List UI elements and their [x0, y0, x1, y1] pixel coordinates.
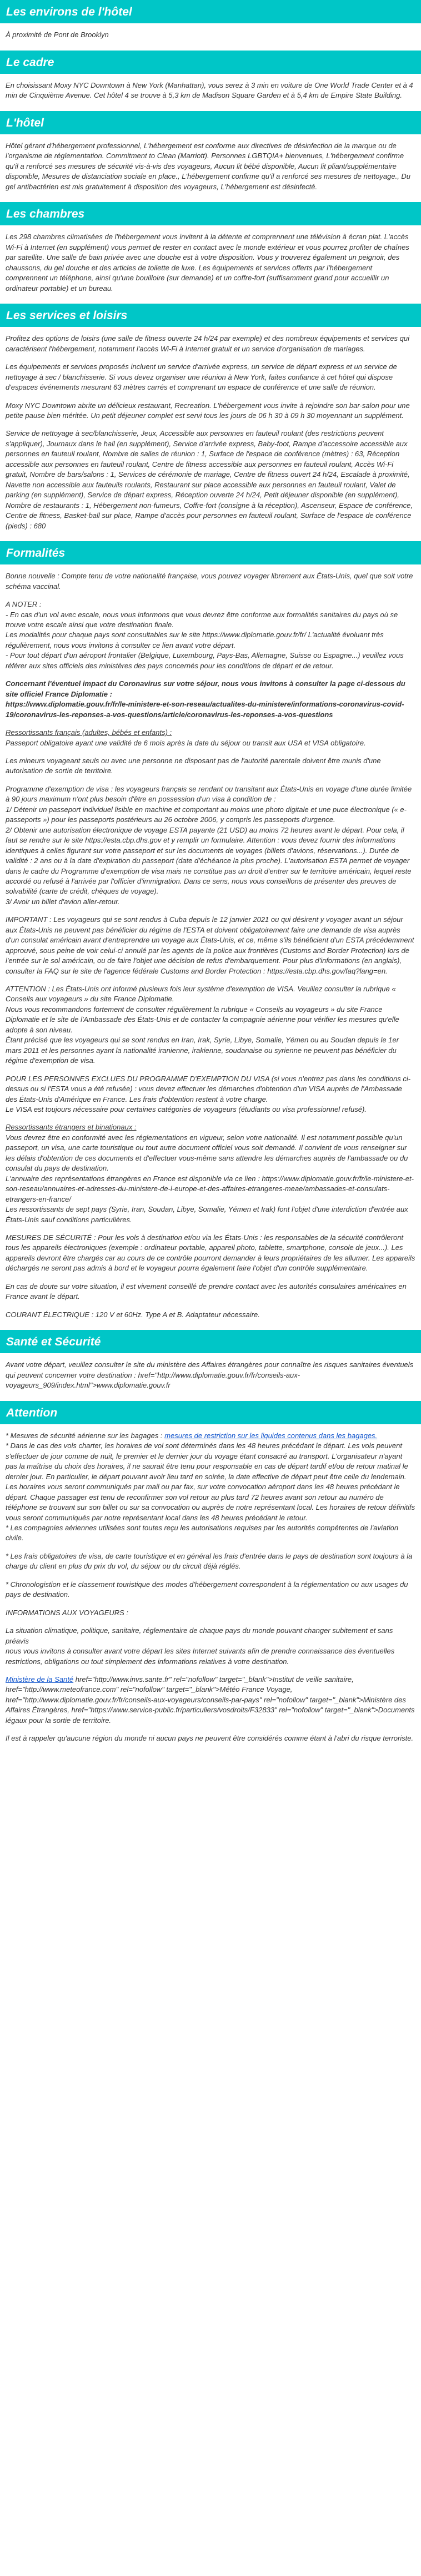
paragraph: Service de nettoyage à sec/blanchisserie, Jeux, Accessible aux personnes en fauteuil roulant (des restrictions peuvent s'appliquer), Journaux dans le hall (en supplément), Service d'arrivée express, Baby-foot, Rampe d'accessoire accessible aux personnes en fauteuil roulant, Nombre de salles de réunion : 1, Surface de l'espace de conférence (mètres) : 63, Réception accessible aux personnes en fauteuil roulant, Centre de fitness accessible aux personnes en fauteuil roulant, Accès Wi-Fi gratuit, Nombre de bars/salons : 1, Services de cérémonie de mariage, Centre de fitness ouvert 24 h/24, Escalade à proximité, Navette non accessible aux fauteuils roulants, Restaurant sur place accessible aux personnes en fauteuil roulant, Valet de parking (en supplément), Service de départ express, Réception ouverte 24 h/24, Petit déjeuner disponible (en supplément), Nombre de restaurants : 1, Hébergement non-fumeurs, Coffre-fort (consigne à la réception), Ascenseur, Espace de conférence, Centre de fitness, Basket-ball sur place, Rampe d'accès pour personnes en fauteuil roulant, Surface de l'espace de conférence (pieds) : 680	[6, 429, 415, 530]
underlined-heading: Ressortissants étrangers et binationaux :	[6, 1123, 137, 1132]
paragraph: Profitez des options de loisirs (une salle de fitness ouverte 24 h/24 par exemple) et des nombreux équipements et services qui caractérisent l'hébergement, notamment l'accès Wi-Fi à Internet gratuit et un service d'organisation de mariages.	[6, 334, 412, 353]
paragraph: Il est à rappeler qu'aucune région du monde ni aucun pays ne peuvent être considérés comme étant à l'abri du risque terroriste.	[6, 1734, 414, 1743]
section-body	[0, 232, 421, 294]
section-6	[0, 1330, 421, 1391]
section-body	[0, 334, 421, 531]
section-body	[0, 30, 421, 40]
section-title: Les environs de l'hôtel	[0, 0, 421, 23]
paragraph: INFORMATIONS AUX VOYAGEURS :	[6, 1608, 129, 1617]
section-title: Formalités	[0, 541, 421, 564]
section-body	[0, 571, 421, 1320]
paragraph: Les 298 chambres climatisées de l'hébergement vous invitent à la détente et comprennent une télévision à écran plat. L'accès Wi-Fi à Internet (en supplément) vous permet de rester en contact avec le monde extérieur et vous pourrez profiter de chaînes par satellite. Une salle de bain privée avec une douche est à votre disposition. Vous y trouverez également un peignoir, des chaussons, du gel douche et des articles de toilette de luxe. Les équipements et services offerts par l'hébergement comprennent un téléphone, ainsi qu'une bouilloire (sur demande) et un coffre-fort (suffisamment grand pour accueillir un ordinateur portable) et un bureau.	[6, 233, 412, 293]
paragraph: Concernant l'éventuel impact du Coronavirus sur votre séjour, nous vous invitons à consulter la page ci-dessous du site officiel France Diplomatie : https://www.diplomatie.gouv.fr/fr/le-ministere-et-son-reseau/actualites-du-ministere/informations-coronavirus-covid-19/coronavirus-les-reponses-a-vos-questions/article/coronavirus-les-reponses-a-vos-questions	[6, 679, 405, 719]
underlined-heading: Ressortissants français (adultes, bébés et enfants) :	[6, 728, 172, 737]
text-link[interactable]: Ministère de la Santé	[6, 1675, 74, 1683]
paragraph: A NOTER : - En cas d'un vol avec escale, nous vous informons que vous devrez être conforme aux formalités sanitaires du pays où se trouve votre escale ainsi que votre destination finale. Les modalités pour chaque pays sont consultables sur le site https://www.diplomatie.gouv.fr/fr/ L'actualité évoluant très régulièrement, nous vous invitons à consulter ce lien avant votre départ. - Pour tout départ d'un aéroport frontalier (Belgique, Luxembourg, Pays-Bas, Allemagne, Suisse ou Espagne...) veuillez vous référer aux sites officiels des ministères des pays concernés pour les conditions de départ et de retour.	[6, 600, 404, 670]
paragraph: Les mineurs voyageant seuls ou avec une personne ne disposant pas de l'autorité parentale doivent être munis d'une autorisation de sortie de territoire.	[6, 756, 383, 775]
paragraph: Moxy NYC Downtown abrite un délicieux restaurant, Recreation. L'hébergement vous invite à rejoindre son bar-salon pour une petite pause bien méritée. Un petit déjeuner complet est servi tous les jours de 06 h 30 à 09 h 30 moyennant un supplément.	[6, 401, 412, 420]
paragraph: Ministère de la Santé href="http://www.invs.sante.fr" rel="nofollow" target="_blank">Institut de veille sanitaire, href="http://www.meteofrance.com" rel="nofollow" target="_blank">Météo France Voyage, href="http://www.diplomatie.gouv.fr/fr/conseils-aux-voyageurs/conseils-par-pays" rel="nofollow" target="_blank">Ministère des Affaires Étrangères, href="https://www.service-public.fr/particuliers/vosdroits/F32833" rel="nofollow" target="_blank">Documents légaux pour la sortie de territoire.	[6, 1675, 417, 1725]
paragraph: Ressortissants étrangers et binationaux : Vous devrez être en conformité avec les réglementations en vigueur, selon votre nationalité. Il est notamment possible qu'un passeport, un visa, une carte touristique ou tout autre document officiel vous soit demandé. Il convient de vous renseigner sur les délais d'obtention de ces documents et d'effectuer vous-même sans attendre les démarches auprès de l'ambassade ou du consulat du pays de destination. L'annuaire des représentations étrangères en France est disponible via ce lien : https://www.diplomatie.gouv.fr/fr/le-ministere-et-son-reseau/annuaires-et-adresses-du-ministere-de-l-europe-et-des-affaires-etrangeres-meae/ambassades-et-consulats-etrangers-en-france/ Les ressortissants de sept pays (Syrie, Iran, Soudan, Libye, Somalie, Yémen et Irak) font l'objet d'une interdiction d'entrée aux États-Unis sauf conditions particulières.	[6, 1123, 414, 1224]
paragraph: Les équipements et services proposés incluent un service d'arrivée express, un service de départ express et un service de nettoyage à sec / blanchisserie. Si vous devez organiser une réunion à New York, faites confiance à cet hôtel qui dispose d'espaces événements mesurant 63 mètres carrés et comprenant un espace de conférence et une salle de réunion.	[6, 362, 399, 392]
paragraph: Bonne nouvelle : Compte tenu de votre nationalité française, vous pouvez voyager librement aux États-Unis, quel que soit votre schéma vaccinal.	[6, 572, 415, 591]
paragraph: Programme d'exemption de visa : les voyageurs français se rendant ou transitant aux États-Unis en voyage d'une durée limitée à 90 jours maximum n'ont plus besoin d'être en possession d'un visa à condition de : 1/ Détenir un passeport individuel lisible en machine et comportant au moins une photo digitale et une puce électronique (« e-passeports ») pour les passeports postérieurs au 26 octobre 2006, y compris les passeports d'urgence. 2/ Obtenir une autorisation électronique de voyage ESTA payante (21 USD) au moins 72 heures avant le départ. Pour cela, il faut se rendre sur le site https://esta.cbp.dhs.gov et y remplir un formulaire. Attention : vous devez fournir des informations identiques à celles figurant sur votre passeport et sur les documents de voyages (billets d'avions, réservations...). Durée de validité : 2 ans ou à la date d'expiration du passeport (date d'échéance la plus proche). L'autorisation ESTA permet de voyager dans le cadre du Programme d'exemption de visa mais ne constitue pas un droit d'entrer sur le territoire américain, lequel reste accordé ou refusé à l'arrivée par l'officier d'immigration. Dans ce sens, nous vous conseillons de présenter des preuves de solvabilité (carte de crédit, chèques de voyage). 3/ Avoir un billet d'avion aller-retour.	[6, 784, 412, 906]
paragraph: Avant votre départ, veuillez consulter le site du ministère des Affaires étrangères pour connaître les risques sanitaires éventuels qui peuvent concerner votre destination : href="http://www.diplomatie.gouv.fr/fr/conseils-aux-voyageurs_909/index.html">www.diplomatie.gouv.fr	[6, 1360, 415, 1390]
paragraph: * Les frais obligatoires de visa, de carte touristique et en général les frais d'entrée dans le pays de destination sont toujours à la charge du client en plus du prix du vol, du séjour ou du circuit déjà réglés.	[6, 1551, 414, 1571]
section-title: Santé et Sécurité	[0, 1330, 421, 1353]
paragraph: * Chronologistion et le classement touristique des modes d'hébergement correspondent à la réglementation ou aux usages du pays de destination.	[6, 1580, 410, 1599]
paragraph: MESURES DE SÉCURITÉ : Pour les vols à destination et/ou via les États-Unis : les responsables de la sécurité contrôleront tous les appareils électroniques (exemple : ordinateur portable, appareil photo, tablette, smartphone, console de jeux...). Les appareils devront être chargés car au cours de ce contrôle pourront demander à leurs propriétaires de les allumer. Les appareils déchargés ne seront pas admis à bord et le voyageur pourra également faire l'objet d'un contrôle supplémentaire.	[6, 1233, 417, 1273]
paragraph: À proximité de Pont de Brooklyn	[6, 31, 109, 39]
paragraph: COURANT ÉLECTRIQUE : 120 V et 60Hz. Type A et B. Adaptateur nécessaire.	[6, 1310, 260, 1319]
paragraph: Hôtel gérant d'hébergement professionnel, L'hébergement est conforme aux directives de désinfection de la marque ou de l'organisme de réglementation. Commitment to Clean (Marriott). Personnes LGBTQIA+ bienvenues, L'hébergement confirme qu'il a renforcé ses mesures de sécurité vis-à-vis des voyageurs, Aucun lit bébé disponible, Aucun lit pliant/supplémentaire disponible, Mesures de distanciation sociale en place., L'hébergement confirme qu'il a renforcé ses mesures de nettoyage., Du gel antibactérien est mis gratuitement à disposition des voyageurs, L'hébergement est désinfecté.	[6, 141, 413, 191]
section-1	[0, 51, 421, 101]
section-title: Le cadre	[0, 51, 421, 74]
section-body	[0, 1431, 421, 1744]
section-3	[0, 202, 421, 294]
section-4	[0, 304, 421, 531]
section-title: Les chambres	[0, 202, 421, 225]
paragraph: En choisissant Moxy NYC Downtown à New York (Manhattan), vous serez à 3 min en voiture de One World Trade Center et à 4 min de Cinquième Avenue. Cet hôtel 4 se trouve à 5,3 km de Madison Square Garden et à 5,4 km de Empire State Building.	[6, 80, 415, 100]
paragraph: * Mesures de sécurité aérienne sur les bagages : mesures de restriction sur les liquides contenus dans les bagages. * Dans le cas des vols charter, les horaires de vol sont déterminés dans les 48 heures précédant le départ. Les vols peuvent s'effectuer de jour comme de nuit, le premier et le dernier jour du voyage étant consacré au transport. L'organisateur n'ayant pas la maîtrise du choix des horaires, il ne saurait être tenu pour responsable en cas de départ tardif et/ou de retour matinal le dernier jour. En particulier, le départ pouvant avoir lieu tard en soirée, la date effective de départ peut être celle du lendemain. Les horaires vous seront communiqués par mail ou par fax, sur votre convocation aéroport dans les 48 heures précédant le départ. Chaque passager est tenu de reconfirmer son vol retour au plus tard 72 heures avant son retour au numéro de téléphone se trouvant sur son billet ou sur sa convocation ou auprès de notre représentant local. Les horaires de retour définitifs vous seront communiqués par notre représentant local dans les 48 heures précédant le retour. * Les compagnies aériennes utilisées sont toutes reçu les autorisations requises par les autorités compétentes de l'aviation civile.	[6, 1431, 415, 1542]
section-title: Les services et loisirs	[0, 304, 421, 327]
paragraph: En cas de doute sur votre situation, il est vivement conseillé de prendre contact avec les autorités consulaires américaines en France avant le départ.	[6, 1282, 409, 1301]
paragraph: POUR LES PERSONNES EXCLUES DU PROGRAMME D'EXEMPTION DU VISA (si vous n'entrez pas dans les conditions ci-dessus ou si l'ESTA vous a été refusée) : vous devez effectuer les démarches d'obtention d'un VISA auprès de l'Ambassade des États-Unis d'Amérique en France. Les frais d'obtention restent à votre charge. Le VISA est toujours nécessaire pour certaines catégories de voyageurs (étudiants ou visa professionnel refusé).	[6, 1074, 411, 1114]
section-body	[0, 141, 421, 192]
section-7	[0, 1401, 421, 1744]
paragraph: Ressortissants français (adultes, bébés et enfants) : Passeport obligatoire ayant une validité de 6 mois après la date du séjour ou transit aux USA et VISA obligatoire.	[6, 728, 366, 747]
text-link[interactable]: mesures de restriction sur les liquides contenus dans les bagages.	[164, 1431, 378, 1440]
section-title: Attention	[0, 1401, 421, 1424]
paragraph: IMPORTANT : Les voyageurs qui se sont rendus à Cuba depuis le 12 janvier 2021 ou qui désirent y voyager avant un séjour aux États-Unis ne peuvent pas bénéficier du régime de l'ESTA et doivent obligatoirement faire une demande de visa auprès d'un consulat américain avant d'entreprendre un voyage aux États-Unis, et ce, même s'ils bénéficient d'un ESTA précédemment approuvé, sous peine de voir celui-ci annulé par les agents de la police aux frontières (Customs and Border Protection) lors de l'entrée sur le sol américain, ou de faire l'objet une décision de refus d'embarquement. Pour plus d'informations (en anglais), consulter la FAQ sur le site de l'agence fédérale Customs and Border Protection : https://esta.cbp.dhs.gov/faq?lang=en.	[6, 915, 417, 975]
paragraph: ATTENTION : Les États-Unis ont informé plusieurs fois leur système d'exemption de VISA. Veuillez consulter la rubrique « Conseils aux voyageurs » du site France Diplomatie. Nous vous recommandons fortement de consulter régulièrement la rubrique « Conseils au voyageurs » du site France Diplomatie et le site de l'Ambassade des États-Unis et de contacter la compagnie aérienne pour vérifier les mesures qu'elle adopte à son niveau. Étant précisé que les voyageurs qui se sont rendus en Iran, Irak, Syrie, Libye, Somalie, Yémen ou au Soudan depuis le 1er mars 2011 et les personnes ayant la nationalité iranienne, irakienne, soudanaise ou syrienne ne peuvent pas bénéficier du régime d'exemption de visa.	[6, 985, 399, 1065]
section-body	[0, 1360, 421, 1390]
section-2	[0, 111, 421, 192]
section-body	[0, 80, 421, 101]
section-0	[0, 0, 421, 41]
section-title: L'hôtel	[0, 111, 421, 134]
section-5	[0, 541, 421, 1320]
paragraph: La situation climatique, politique, sanitaire, réglementaire de chaque pays du monde pouvant changer subitement et sans préavis nous vous invitons à consulter avant votre départ les sites Internet suivants afin de prendre connaissance des éventuelles restrictions, obligations ou tout simplement des informations relatives à votre destination.	[6, 1626, 395, 1666]
